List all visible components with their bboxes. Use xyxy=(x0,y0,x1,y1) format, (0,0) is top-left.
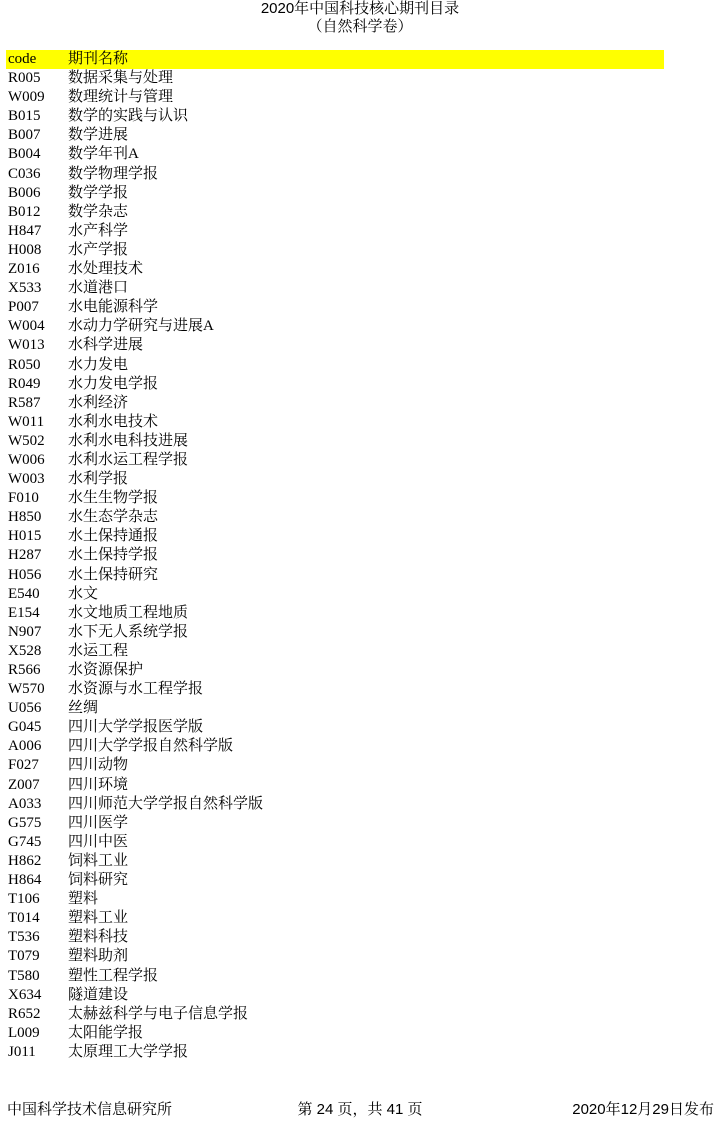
journal-name: 水文地质工程地质 xyxy=(68,604,189,621)
journal-code: E154 xyxy=(8,604,40,621)
table-row xyxy=(6,909,664,928)
journal-code: H056 xyxy=(8,566,42,583)
journal-name: 水资源与水工程学报 xyxy=(68,681,204,698)
journal-code: H850 xyxy=(8,509,42,526)
table-row xyxy=(6,222,664,241)
journal-name: 水利水电科技进展 xyxy=(68,432,189,449)
journal-name: 四川师范大学学报自然科学版 xyxy=(68,795,264,812)
journal-code: F027 xyxy=(8,757,39,774)
table-row xyxy=(6,451,664,470)
table-row xyxy=(6,126,664,145)
journal-name: 四川大学学报医学版 xyxy=(68,719,204,736)
title-line-1: 2020年中国科技核心期刊目录 xyxy=(260,0,460,17)
journal-name: 塑料 xyxy=(68,891,99,908)
journal-name: 数据采集与处理 xyxy=(68,70,174,87)
table-row xyxy=(6,928,664,947)
table-body xyxy=(6,69,664,1062)
journal-name: 水电能源科学 xyxy=(68,299,159,316)
table-row xyxy=(6,69,664,88)
journal-name: 水生生物学报 xyxy=(68,490,159,507)
table-row xyxy=(6,527,664,546)
journal-name: 水利水运工程学报 xyxy=(68,451,189,468)
journal-code: W013 xyxy=(8,337,45,354)
journal-name: 水产科学 xyxy=(68,222,129,239)
title-line-2: （自然科学卷） xyxy=(307,18,413,35)
table-row xyxy=(6,489,664,508)
journal-code: W502 xyxy=(8,432,45,449)
journal-code: X533 xyxy=(8,280,42,297)
table-row xyxy=(6,604,664,623)
journal-table xyxy=(6,50,664,1062)
table-row xyxy=(6,432,664,451)
table-row xyxy=(6,737,664,756)
journal-name: 塑料助剂 xyxy=(68,948,129,965)
journal-code: T536 xyxy=(8,929,40,946)
journal-name: 数学物理学报 xyxy=(68,165,159,182)
journal-name: 丝绸 xyxy=(68,700,99,717)
table-row xyxy=(6,241,664,260)
table-row xyxy=(6,776,664,795)
table-row xyxy=(6,165,664,184)
table-row xyxy=(6,814,664,833)
journal-code: L009 xyxy=(8,1024,40,1041)
table-row xyxy=(6,279,664,298)
table-row xyxy=(6,947,664,966)
journal-code: W570 xyxy=(8,681,45,698)
journal-name: 饲料研究 xyxy=(68,872,129,889)
journal-name: 太原理工大学学报 xyxy=(68,1043,189,1060)
journal-code: B012 xyxy=(8,203,41,220)
journal-name: 塑料工业 xyxy=(68,910,129,927)
journal-name: 水文 xyxy=(68,585,99,602)
journal-code: W004 xyxy=(8,318,45,335)
journal-code: F010 xyxy=(8,490,39,507)
table-header-row xyxy=(6,50,664,69)
journal-code: B007 xyxy=(8,127,41,144)
table-row xyxy=(6,718,664,737)
footer-organization: 中国科学技术信息研究所 xyxy=(7,1101,173,1118)
journal-name: 四川医学 xyxy=(68,814,129,831)
journal-name: 水利经济 xyxy=(68,394,129,411)
journal-code: Z016 xyxy=(8,261,40,278)
table-row xyxy=(6,298,664,317)
journal-name: 水道港口 xyxy=(68,280,129,297)
table-row xyxy=(6,107,664,126)
journal-name: 水生态学杂志 xyxy=(68,509,159,526)
journal-code: B004 xyxy=(8,146,41,163)
journal-code: R005 xyxy=(8,70,41,87)
journal-name: 太赫兹科学与电子信息学报 xyxy=(68,1005,249,1022)
table-row xyxy=(6,184,664,203)
table-row xyxy=(6,833,664,852)
journal-name: 数理统计与管理 xyxy=(68,89,174,106)
journal-code: W006 xyxy=(8,451,45,468)
journal-name: 四川环境 xyxy=(68,776,129,793)
journal-code: R566 xyxy=(8,662,41,678)
journal-code: R050 xyxy=(8,356,41,373)
journal-name: 水利水电技术 xyxy=(68,413,159,430)
journal-code: X634 xyxy=(8,986,42,1003)
journal-name: 四川大学学报自然科学版 xyxy=(68,738,234,755)
journal-name: 塑料科技 xyxy=(68,929,129,946)
journal-code: R049 xyxy=(8,375,41,392)
table-row xyxy=(6,394,664,413)
page-title xyxy=(0,0,720,36)
journal-code: H847 xyxy=(8,222,42,239)
table-row xyxy=(6,585,664,604)
journal-name: 饲料工业 xyxy=(68,852,129,869)
table-row xyxy=(6,260,664,279)
journal-code: C036 xyxy=(8,165,41,182)
column-header-code: code xyxy=(8,51,37,67)
journal-name: 水资源保护 xyxy=(68,662,144,678)
journal-name: 塑性工程学报 xyxy=(68,967,159,984)
journal-code: H862 xyxy=(8,852,42,869)
journal-code: W009 xyxy=(8,89,45,106)
journal-code: N907 xyxy=(8,623,42,640)
table-row xyxy=(6,680,664,699)
journal-name: 数学杂志 xyxy=(68,203,129,220)
journal-name: 四川动物 xyxy=(68,757,129,774)
journal-name: 水土保持学报 xyxy=(68,547,159,564)
journal-name: 水利学报 xyxy=(68,471,129,488)
journal-code: G745 xyxy=(8,833,42,850)
footer-page-info: 第 24 页，共 41 页 xyxy=(297,1101,423,1118)
journal-code: U056 xyxy=(8,700,42,717)
journal-code: J011 xyxy=(8,1043,36,1060)
journal-code: E540 xyxy=(8,585,40,602)
journal-code: H008 xyxy=(8,241,42,258)
journal-code: R652 xyxy=(8,1005,41,1022)
journal-code: Z007 xyxy=(8,776,40,793)
table-row xyxy=(6,203,664,222)
journal-name: 数学学报 xyxy=(68,184,129,201)
journal-name: 隧道建设 xyxy=(68,986,129,1003)
table-row xyxy=(6,795,664,814)
journal-code: G045 xyxy=(8,719,42,736)
table-row xyxy=(6,699,664,718)
journal-name: 水处理技术 xyxy=(68,261,144,278)
table-row xyxy=(6,336,664,355)
table-row xyxy=(6,508,664,527)
page-footer xyxy=(0,1101,720,1119)
journal-code: B015 xyxy=(8,108,41,125)
journal-name: 水力发电学报 xyxy=(68,375,159,392)
table-row xyxy=(6,88,664,107)
table-row xyxy=(6,890,664,909)
journal-code: T014 xyxy=(8,910,40,927)
journal-name: 太阳能学报 xyxy=(68,1024,144,1041)
journal-code: T079 xyxy=(8,948,40,965)
journal-name: 数学年刊A xyxy=(68,146,139,163)
journal-name: 水土保持通报 xyxy=(68,528,159,545)
journal-code: W003 xyxy=(8,471,45,488)
table-row xyxy=(6,145,664,164)
column-header-name: 期刊名称 xyxy=(68,51,129,67)
journal-name: 四川中医 xyxy=(68,833,129,850)
table-row xyxy=(6,356,664,375)
journal-code: H864 xyxy=(8,872,42,889)
journal-code: W011 xyxy=(8,413,45,430)
table-row xyxy=(6,375,664,394)
table-row xyxy=(6,1043,664,1062)
table-row xyxy=(6,623,664,642)
table-row xyxy=(6,852,664,871)
journal-code: R587 xyxy=(8,394,41,411)
journal-name: 水下无人系统学报 xyxy=(68,623,189,640)
table-row xyxy=(6,470,664,489)
journal-code: X528 xyxy=(8,642,42,659)
journal-code: A033 xyxy=(8,795,42,812)
table-row xyxy=(6,642,664,661)
journal-name: 数学进展 xyxy=(68,127,129,144)
journal-name: 水力发电 xyxy=(68,356,129,373)
table-row xyxy=(6,661,664,680)
journal-code: A006 xyxy=(8,738,42,755)
journal-code: B006 xyxy=(8,184,41,201)
journal-name: 数学的实践与认识 xyxy=(68,108,189,125)
table-row xyxy=(6,871,664,890)
table-row xyxy=(6,546,664,565)
journal-name: 水产学报 xyxy=(68,241,129,258)
table-row xyxy=(6,756,664,775)
journal-name: 水土保持研究 xyxy=(68,566,159,583)
journal-name: 水科学进展 xyxy=(68,337,144,354)
journal-name: 水动力学研究与进展A xyxy=(68,318,214,335)
table-row xyxy=(6,1024,664,1043)
journal-code: H015 xyxy=(8,528,42,545)
table-row xyxy=(6,566,664,585)
journal-code: T106 xyxy=(8,891,40,908)
table-row xyxy=(6,317,664,336)
table-row xyxy=(6,967,664,986)
table-row xyxy=(6,413,664,432)
journal-code: T580 xyxy=(8,967,40,984)
journal-name: 水运工程 xyxy=(68,642,129,659)
footer-publish-date: 2020年12月29日发布 xyxy=(572,1101,714,1118)
journal-code: H287 xyxy=(8,547,42,564)
table-row xyxy=(6,986,664,1005)
table-row xyxy=(6,1005,664,1024)
journal-code: G575 xyxy=(8,814,42,831)
journal-code: P007 xyxy=(8,299,39,316)
